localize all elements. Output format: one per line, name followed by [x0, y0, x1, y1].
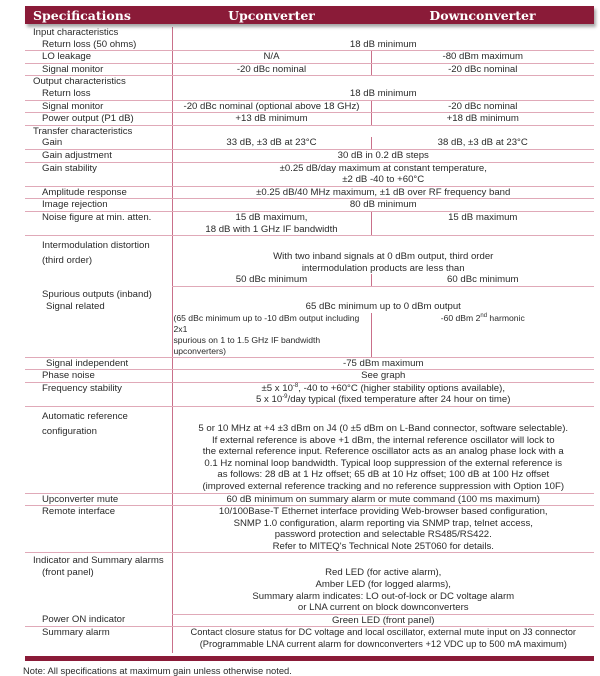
row-value-down: +18 dB minimum: [371, 113, 594, 126]
label-line: (third order): [42, 254, 93, 266]
table-row: [25, 137, 594, 149]
table-row: [25, 211, 594, 235]
group-spurious: [25, 286, 594, 301]
row-value-up: 33 dB, ±3 dB at 23°C: [172, 137, 371, 149]
group-label: Input characteristics: [33, 27, 119, 38]
table-row: [25, 88, 594, 100]
row-value: 18 dB minimum: [172, 39, 594, 51]
table-row: [25, 39, 594, 51]
value-text: ±5 x 10: [261, 382, 293, 394]
row-label: [25, 236, 172, 275]
value-line: SNMP 1.0 configuration, alarm reporting via SNMP trap, telnet access,: [233, 517, 533, 529]
row-label: Gain stability: [25, 162, 172, 186]
spec-sheet: [25, 6, 594, 676]
row-label: LO leakage: [25, 51, 172, 64]
row-label: [25, 406, 172, 493]
row-value-down: 15 dB maximum: [371, 211, 594, 235]
group-label: Output characteristics: [33, 76, 126, 88]
row-value: 65 dBc minimum up to 0 dBm output: [172, 301, 594, 313]
row-label: Power output (P1 dB): [25, 113, 172, 126]
table-header: [25, 6, 594, 24]
row-label: Upconverter mute: [25, 493, 172, 506]
value-line: ±2 dB -40 to +60°C: [342, 174, 425, 186]
value-line: [173, 394, 595, 406]
row-label: Power ON indicator: [25, 614, 172, 627]
value-line: (Programmable LNA current alarm for downconverters +12 VDC up to 500 mA maximum): [199, 639, 567, 650]
value-text: harmonic: [487, 312, 525, 323]
group-transfer: [25, 125, 594, 137]
value-line: Amber LED (for logged alarms),: [315, 579, 451, 591]
value-line: password protection and selectable RS485/RS422.: [274, 529, 492, 541]
value-line: Summary alarm indicates: LO out-of-lock or DC voltage alarm: [252, 590, 515, 602]
table-row: [25, 614, 594, 627]
table-row: [25, 493, 594, 506]
table-row: [25, 162, 594, 186]
value-line: (65 dBc minimum up to -10 dBm output including 2x1: [173, 312, 360, 334]
header-downconverter: Downconverter: [429, 7, 536, 23]
row-label: Noise figure at min. atten.: [25, 211, 172, 235]
table-row: [25, 236, 594, 275]
row-value-down: -20 dBc nominal: [371, 100, 594, 113]
value-superscript: -9: [282, 394, 288, 401]
value-line: 0.1 Hz nominal loop bandwidth. Typical loop suppression of the external reference is: [204, 457, 563, 469]
header-upconverter: Upconverter: [228, 7, 315, 23]
table-row: [25, 186, 594, 199]
value-line: 10/100Base-T Ethernet interface providing Web-browser based configuration,: [218, 506, 548, 518]
value-text: 5 x 10: [256, 394, 283, 406]
value-line: ±0.25 dB/day maximum at constant temperature,: [279, 162, 487, 174]
table-row: [25, 113, 594, 126]
row-value-up: [172, 211, 371, 235]
value-text: , -40 to +60°C (higher stability options available),: [298, 382, 505, 394]
table-row: [25, 274, 594, 286]
value-text: /day typical (fixed temperature after 24 hour on time): [287, 394, 511, 406]
table-row: [25, 149, 594, 162]
row-label: Return loss: [25, 88, 172, 100]
row-value: 60 dB minimum on summary alarm or mute command (100 ms maximum): [172, 493, 594, 506]
row-value: 80 dB minimum: [172, 199, 594, 212]
value-line: as follows: 28 dB at 1 Hz offset; 65 dB at 10 Hz offset; 100 dB at 100 Hz offset: [217, 469, 550, 481]
value-line: Red LED (for active alarm),: [325, 567, 442, 579]
table-row: [25, 382, 594, 406]
row-label: Image rejection: [25, 199, 172, 212]
row-value-down: [371, 313, 594, 358]
value-line: 18 dB with 1 GHz IF bandwidth: [205, 223, 338, 235]
table-row: [25, 357, 594, 370]
value-line: With two inband signals at 0 dBm output, third order: [273, 251, 494, 263]
row-value: [172, 406, 594, 493]
label-line: configuration: [42, 425, 97, 437]
value-line: or LNA current on block downconverters: [297, 602, 469, 614]
row-value-up: +13 dB minimum: [172, 113, 371, 126]
header-specifications: Specifications: [33, 7, 131, 23]
row-value-up: 50 dBc minimum: [172, 274, 371, 286]
table-bottom-rule: [25, 656, 594, 661]
row-label: Phase noise: [25, 370, 172, 383]
table-row: [25, 301, 594, 313]
label-line: Automatic reference: [42, 410, 128, 422]
row-label: Summary alarm: [42, 627, 110, 639]
value-line: Refer to MITEQ's Technical Note 25T060 for details.: [272, 540, 494, 552]
table-row: [25, 313, 594, 358]
label-line: Indicator and Summary alarms: [33, 555, 164, 567]
label-line: (front panel): [42, 567, 94, 579]
group-output: [25, 76, 594, 88]
row-label: Frequency stability: [25, 382, 172, 406]
footnote: Note: All specifications at maximum gain unless otherwise noted.: [23, 664, 292, 676]
row-value: [172, 627, 594, 653]
table-row: [25, 627, 594, 653]
value-superscript: -8: [292, 382, 299, 389]
value-superscript: nd: [480, 312, 488, 319]
row-value: See graph: [172, 370, 594, 383]
row-value-down: 38 dB, ±3 dB at 23°C: [371, 137, 594, 149]
row-value: 18 dB minimum: [172, 88, 594, 100]
row-label: Return loss (50 ohms): [25, 39, 172, 51]
row-value: [172, 506, 594, 553]
row-value-down: 60 dBc minimum: [371, 274, 594, 286]
group-label: Transfer characteristics: [33, 125, 133, 137]
row-value-up: -20 dBc nominal (optional above 18 GHz): [172, 100, 371, 113]
value-line: spurious on 1 to 1.5 GHz IF bandwidth upconverters): [173, 334, 321, 356]
row-label: Gain adjustment: [25, 149, 172, 162]
label-line: Intermodulation distortion: [42, 240, 150, 252]
value-line: (improved external reference tracking and no reference suppression with Option 10F): [202, 480, 565, 492]
value-line: Contact closure status for DC voltage and local oscillator, external mute input on J3 connector: [190, 627, 576, 638]
row-value-down: -20 dBc nominal: [371, 63, 594, 76]
spec-table: [25, 27, 594, 653]
row-value: ±0.25 dB/40 MHz maximum, ±1 dB over RF frequency band: [172, 186, 594, 199]
group-input: [25, 27, 594, 39]
row-label: Signal monitor: [25, 63, 172, 76]
table-row: [25, 506, 594, 553]
value-line: the external reference input. Reference oscillator acts as an analog phase lock with a: [202, 446, 564, 458]
row-value-up: N/A: [172, 51, 371, 64]
table-row: [25, 100, 594, 113]
table-row: [25, 370, 594, 383]
row-label: [25, 553, 172, 614]
table-row: [25, 199, 594, 212]
row-label: Gain: [25, 137, 172, 149]
table-row: [25, 63, 594, 76]
row-label: Signal independent: [25, 357, 172, 370]
row-value: [172, 162, 594, 186]
group-label: Spurious outputs (inband): [42, 289, 152, 301]
table-row: [25, 51, 594, 64]
value-text: -60 dBm 2: [440, 312, 481, 323]
value-line: 15 dB maximum,: [235, 211, 308, 223]
row-value-down: -80 dBm maximum: [371, 51, 594, 64]
row-value-up: [172, 313, 371, 358]
row-value: -75 dBm maximum: [172, 357, 594, 370]
table-row: [25, 553, 594, 614]
row-label: Signal related: [46, 300, 105, 312]
row-label: Amplitude response: [25, 186, 172, 199]
row-value: 30 dB in 0.2 dB steps: [172, 149, 594, 162]
value-line: [173, 383, 595, 395]
row-value-up: -20 dBc nominal: [172, 63, 371, 76]
table-row: [25, 406, 594, 493]
value-line: 5 or 10 MHz at +4 ±3 dBm on J4 (0 ±5 dBm on L-Band connector, software selectable).: [198, 422, 569, 434]
row-value: [172, 236, 594, 275]
row-label: Remote interface: [25, 506, 172, 553]
value-line: intermodulation products are less than: [301, 262, 465, 274]
row-value: [172, 382, 594, 406]
row-value: Green LED (front panel): [172, 614, 594, 627]
row-value: [172, 553, 594, 614]
value-line: If external reference is above +1 dBm, the internal reference oscillator will lock to: [211, 434, 555, 446]
row-label: Signal monitor: [25, 100, 172, 113]
